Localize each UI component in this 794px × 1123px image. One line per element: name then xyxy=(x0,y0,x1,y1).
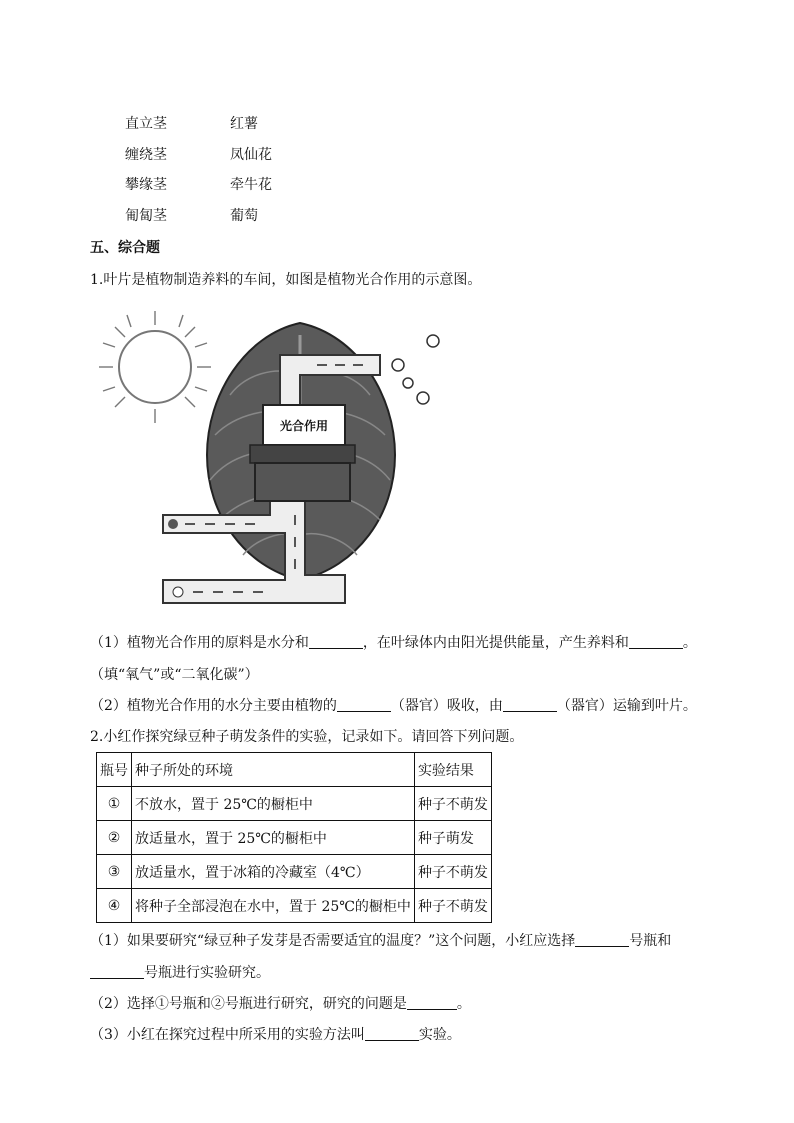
q2-part3 xyxy=(90,1025,461,1045)
q1-part2-text-b: （器官）吸收，由 xyxy=(390,698,503,714)
q2-part2 xyxy=(90,994,471,1014)
q1-part2-text-a: （2）植物光合作用的水分主要由植物的 xyxy=(90,698,337,714)
table-header: 瓶号 xyxy=(97,753,132,787)
table-row xyxy=(97,787,492,821)
q1-part1-text-b: ，在叶绿体内由阳光提供能量，产生养料和 xyxy=(362,635,629,651)
stem-type: 缠绕茎 xyxy=(125,147,167,163)
machine-icon xyxy=(250,405,355,501)
answer-blank[interactable] xyxy=(575,932,629,947)
table-cell: 将种子全部浸泡在水中，置于 25℃的橱柜中 xyxy=(132,889,415,923)
q1-part2-text-c: （器官）运输到叶片。 xyxy=(556,698,697,714)
table-cell: ③ xyxy=(97,855,132,889)
answer-blank[interactable] xyxy=(90,964,144,979)
experiment-table xyxy=(96,752,492,923)
answer-blank[interactable] xyxy=(365,1026,419,1041)
table-cell: 种子不萌发 xyxy=(414,889,491,923)
q1-part1 xyxy=(90,633,697,653)
table-row xyxy=(97,889,492,923)
q2-part1 xyxy=(90,931,671,951)
q1-part1-text-a: （1）植物光合作用的原料是水分和 xyxy=(90,635,309,651)
table-header: 种子所处的环境 xyxy=(132,753,415,787)
sun-icon xyxy=(99,311,211,423)
table-header-row xyxy=(97,753,492,787)
answer-blank[interactable] xyxy=(503,697,557,712)
q1-part2 xyxy=(90,696,697,716)
table-cell: 种子萌发 xyxy=(414,821,491,855)
question-1-stem: 1.叶片是植物制造养料的车间，如图是植物光合作用的示意图。 xyxy=(90,272,482,288)
plant-name: 红薯 xyxy=(230,116,258,132)
answer-blank[interactable] xyxy=(629,634,683,649)
q2-part1-text-c: 号瓶进行实验研究。 xyxy=(144,965,270,981)
table-row xyxy=(97,855,492,889)
table-cell: 种子不萌发 xyxy=(414,787,491,821)
table-row xyxy=(97,821,492,855)
table-cell: 不放水，置于 25℃的橱柜中 xyxy=(132,787,415,821)
diagram-label: 光合作用 xyxy=(279,419,329,433)
table-cell: ① xyxy=(97,787,132,821)
table-header: 实验结果 xyxy=(414,753,491,787)
q2-part3-text-b: 实验。 xyxy=(418,1027,461,1043)
q2-part1-cont xyxy=(90,963,270,983)
bubble-icons xyxy=(392,335,439,404)
q2-part3-text-a: （3）小红在探究过程中所采用的实验方法叫 xyxy=(90,1027,365,1043)
plant-name: 葡萄 xyxy=(230,208,258,224)
q1-part1-text-c: 。 xyxy=(682,635,697,651)
stem-type: 攀缘茎 xyxy=(125,177,167,193)
question-2-stem: 2.小红作探究绿豆种子萌发条件的实验，记录如下。请回答下列问题。 xyxy=(90,729,524,745)
plant-name: 凤仙花 xyxy=(230,147,272,163)
section-title: 五、综合题 xyxy=(90,240,160,256)
q2-part2-text-a: （2）选择①号瓶和②号瓶进行研究，研究的问题是 xyxy=(90,996,407,1012)
plant-name: 牵牛花 xyxy=(230,177,272,193)
stem-type: 直立茎 xyxy=(125,116,167,132)
photosynthesis-diagram xyxy=(95,305,455,615)
table-cell: 种子不萌发 xyxy=(414,855,491,889)
q2-part1-text-b: 号瓶和 xyxy=(629,933,672,949)
table-cell: 放适量水，置于 25℃的橱柜中 xyxy=(132,821,415,855)
answer-blank[interactable] xyxy=(309,634,363,649)
q2-part1-text-a: （1）如果要研究“绿豆种子发芽是否需要适宜的温度？”这个问题，小红应选择 xyxy=(90,933,576,949)
q2-part2-text-b: 。 xyxy=(456,996,471,1012)
stem-type: 匍匐茎 xyxy=(125,208,167,224)
answer-blank[interactable] xyxy=(407,995,457,1010)
table-cell: ② xyxy=(97,821,132,855)
table-cell: ④ xyxy=(97,889,132,923)
answer-blank[interactable] xyxy=(337,697,391,712)
table-cell: 放适量水，置于冰箱的冷藏室（4℃） xyxy=(132,855,415,889)
q1-part1-note: （填“氧气”或“二氧化碳”） xyxy=(90,667,259,683)
